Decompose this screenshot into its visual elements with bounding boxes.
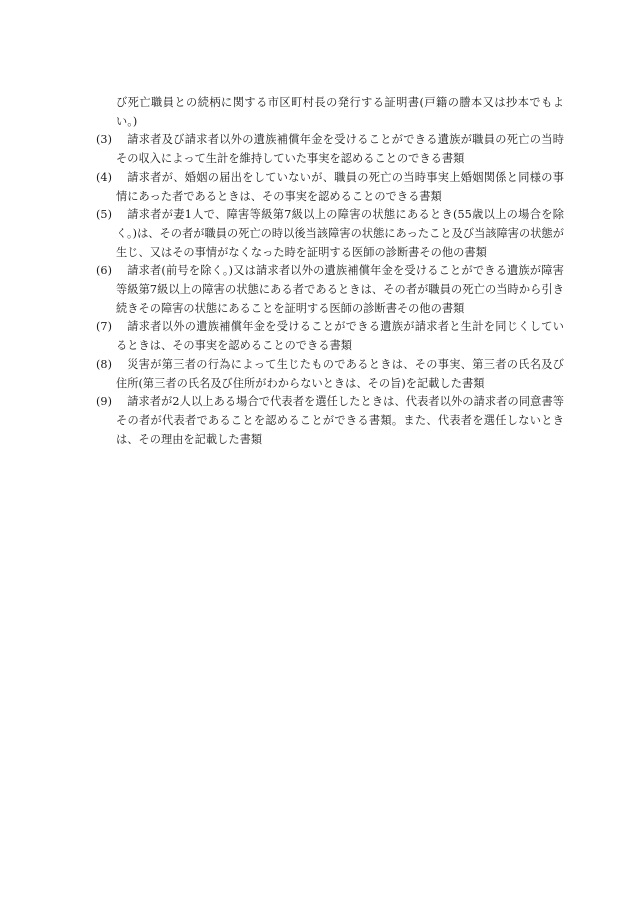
item-number: (6) [96,264,112,278]
item-text: 請求者が、婚姻の届出をしていないが、職員の死亡の当時事実上婚姻関係と同様の事情にあった者であるときは、その事実を認めることのできる書類 [116,170,564,203]
item-text: 請求者及び請求者以外の遺族補償年金を受けることができる遺族が職員の死亡の当時その収入によって生計を維持していた事実を認めることのできる書類 [116,133,564,166]
list-item-3 [94,131,564,168]
item-number: (4) [96,170,112,184]
item-text: 請求者以外の遺族補償年金を受けることができる遺族が請求者と生計を同じくしているときは、その事実を認めることのできる書類 [116,320,564,353]
item-number: (8) [96,357,112,371]
item-text: 請求者が2人以上ある場合で代表者を選任したときは、代表者以外の請求者の同意書等その者が代表者であることを認めることができる書類。また、代表者を選任しないときは、その理由を記載した書類 [116,395,564,446]
list-item-8 [94,356,564,393]
item-number: (5) [96,208,112,222]
item-text: 請求者(前号を除く。)又は請求者以外の遺族補償年金を受けることができる遺族が障害等級第7級以上の障害の状態にある者であるときは、その者が職員の死亡の当時から引き続きその障害の状態にあることを証明する医師の診断書その他の書類 [116,264,564,315]
list-item-6 [94,262,564,318]
list-item-9 [94,393,564,449]
list-item-7 [94,318,564,355]
item-number: (7) [96,320,112,334]
item-number: (9) [96,395,112,409]
continuation-paragraph [94,94,564,131]
continuation-text: び死亡職員との続柄に関する市区町村長の発行する証明書(戸籍の謄本又は抄本でもよい。) [116,96,564,128]
list-item-5 [94,206,564,262]
item-text: 災害が第三者の行為によって生じたものであるときは、その事実、第三者の氏名及び住所(第三者の氏名及び住所がわからないときは、その旨)を記載した書類 [116,357,564,390]
item-number: (3) [96,133,112,147]
list-item-4 [94,169,564,206]
item-text: 請求者が妻1人で、障害等級第7級以上の障害の状態にあるとき(55歳以上の場合を除く。)は、その者が職員の死亡の時以後当該障害の状態にあったこと及び当該障害の状態が生じ、又はその事情がなくなった時を証明する医師の診断書その他の書類 [116,208,564,259]
document-body [94,94,564,449]
